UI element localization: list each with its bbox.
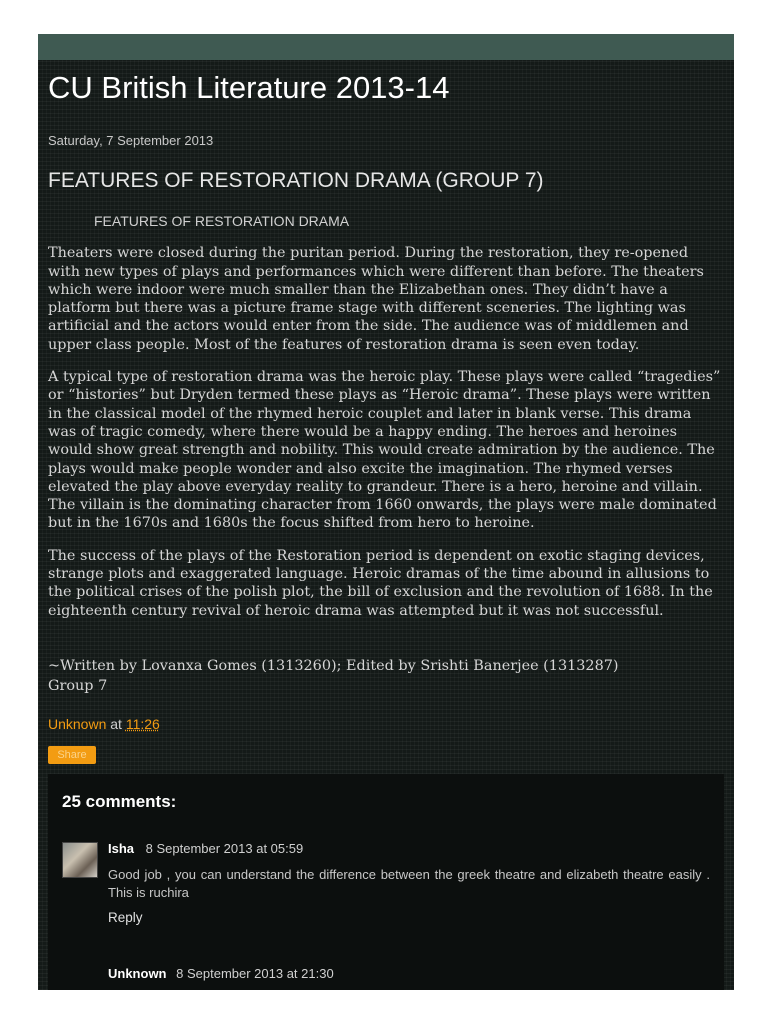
post-footer: [48, 716, 160, 732]
blog-title[interactable]: CU British Literature 2013-14: [48, 70, 450, 105]
post-date: Saturday, 7 September 2013: [48, 133, 214, 148]
comment-header: [108, 841, 303, 856]
comment-timestamp[interactable]: 8 September 2013 at 05:59: [145, 841, 304, 856]
comment-header-2: [108, 966, 334, 981]
signature-group: Group 7: [48, 677, 108, 694]
signature-authors: ~Written by Lovanxa Gomes (1313260); Edited by Srishti Banerjee (1313287): [48, 657, 619, 674]
comment-author[interactable]: Isha: [108, 841, 135, 856]
comment-author-2[interactable]: Unknown: [108, 966, 167, 981]
comments-count: 25 comments:: [62, 792, 177, 811]
comment-timestamp-2[interactable]: 8 September 2013 at 21:30: [176, 966, 334, 981]
blog-page: [38, 34, 734, 990]
avatar[interactable]: [62, 842, 98, 878]
reply-link[interactable]: Reply: [108, 910, 143, 925]
post-author-link[interactable]: Unknown: [48, 716, 107, 732]
post-paragraph-1: Theaters were closed during the puritan period. During the restoration, they re-opened with new types of plays and performances which were different than before. The theaters which were indoor were much smaller than the Elizabethan ones. They didn’t have a platform but there was a picture frame stage with different sceneries. The lighting was artificial and the actors would enter from the side. The audience was of middlemen and upper class people. Most of the features of restoration drama is seen even today.: [48, 245, 704, 353]
post-paragraph-2: A typical type of restoration drama was the heroic play. These plays were called “tragedies” or “histories” but Dryden termed these plays as “Heroic drama”. These plays were written in the classical model of the rhymed heroic couplet and later in blank verse. This drama was of tragic comedy, where there would be a happy ending. The heroes and heroines would show great strength and nobility. This would create admiration by the audience. The plays would make people wonder and also excite the imagination. The rhymed verses elevated the play above everyday reality to grandeur. There is a hero, heroine and villain. The villain is the dominating character from 1660 onwards, the plays were male dominated but in the 1670s and 1680s the focus shifted from hero to heroine.: [48, 369, 721, 532]
top-bar: [38, 34, 734, 60]
post-paragraph-3: The success of the plays of the Restoration period is dependent on exotic staging devices, strange plots and exaggerated language. Heroic dramas of the time abound in allusions to the political crises of the polish plot, the bill of exclusion and the revolution of 1688. In the eighteenth century revival of heroic drama was attempted but it was not successful.: [48, 547, 713, 619]
post-subheading: FEATURES OF RESTORATION DRAMA: [94, 213, 350, 229]
post-body: [48, 212, 724, 696]
comments-section: [48, 774, 724, 990]
comment-text: Good job , you can understand the difference between the greek theatre and elizabeth theatre easily . This is ruchira: [108, 867, 710, 900]
post-title[interactable]: FEATURES OF RESTORATION DRAMA (GROUP 7): [48, 169, 544, 192]
share-button[interactable]: Share: [48, 746, 96, 764]
post-signature: [48, 656, 724, 696]
post-at-label: at: [110, 716, 122, 732]
post-timestamp-link[interactable]: 11:26: [125, 716, 160, 732]
